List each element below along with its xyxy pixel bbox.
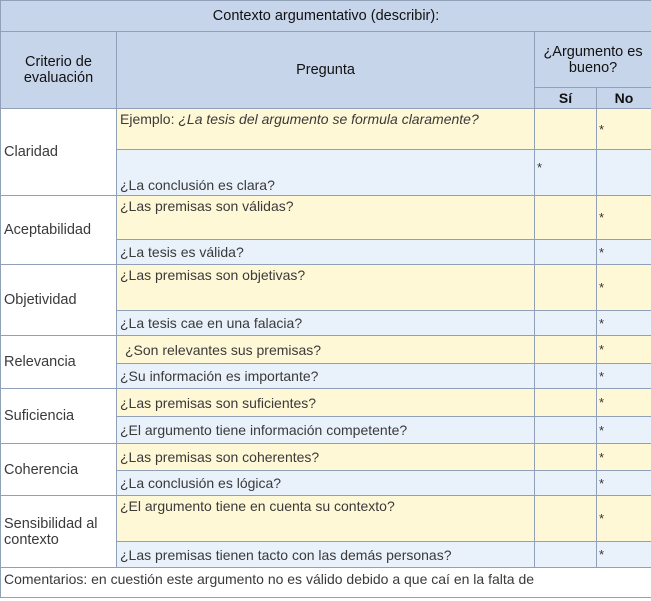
answer-yes[interactable]: [535, 444, 597, 471]
answer-no[interactable]: *: [597, 240, 651, 265]
question-text: ¿Las premisas son objetivas?: [117, 265, 535, 311]
answer-yes[interactable]: [535, 311, 597, 336]
answer-no[interactable]: *: [597, 444, 651, 471]
answer-no[interactable]: *: [597, 196, 651, 240]
example-question: [117, 109, 535, 150]
answer-yes[interactable]: [535, 336, 597, 364]
criterion-relevancia: Relevancia: [1, 336, 117, 389]
answer-yes[interactable]: [535, 196, 597, 240]
question-text: ¿Las premisas tienen tacto con las demás personas?: [117, 542, 535, 568]
answer-no[interactable]: *: [597, 336, 651, 364]
answer-yes[interactable]: [535, 542, 597, 568]
answer-no[interactable]: *: [597, 389, 651, 417]
criterion-sensibilidad-contexto: Sensibilidad al contexto: [1, 496, 117, 568]
answer-yes[interactable]: [535, 109, 597, 150]
answer-no[interactable]: *: [597, 311, 651, 336]
header-criterion: Criterio de evaluación: [1, 32, 117, 109]
answer-yes[interactable]: [535, 389, 597, 417]
answer-no[interactable]: *: [597, 417, 651, 444]
table-title: Contexto argumentativo (describir):: [1, 1, 651, 32]
answer-yes[interactable]: [535, 496, 597, 542]
answer-yes[interactable]: [535, 364, 597, 389]
question-text: ¿El argumento tiene en cuenta su contexto?: [117, 496, 535, 542]
answer-no[interactable]: *: [597, 109, 651, 150]
question-text: ¿La conclusión es lógica?: [117, 471, 535, 496]
answer-no[interactable]: *: [597, 364, 651, 389]
answer-no[interactable]: [597, 150, 651, 196]
answer-yes[interactable]: [535, 265, 597, 311]
answer-no[interactable]: *: [597, 496, 651, 542]
answer-no[interactable]: *: [597, 265, 651, 311]
answer-no[interactable]: *: [597, 542, 651, 568]
header-yes: Sí: [535, 88, 597, 109]
criterion-objetividad: Objetividad: [1, 265, 117, 336]
header-question: Pregunta: [117, 32, 535, 109]
criterion-aceptabilidad: Aceptabilidad: [1, 196, 117, 265]
question-text: ¿La tesis cae en una falacia?: [117, 311, 535, 336]
answer-yes[interactable]: [535, 417, 597, 444]
header-no: No: [597, 88, 651, 109]
answer-no[interactable]: *: [597, 471, 651, 496]
criterion-suficiencia: Suficiencia: [1, 389, 117, 444]
criterion-claridad: Claridad: [1, 109, 117, 196]
question-text: ¿Su información es importante?: [117, 364, 535, 389]
criterion-coherencia: Coherencia: [1, 444, 117, 496]
question-text: ¿La tesis es válida?: [117, 240, 535, 265]
header-good-argument: ¿Argumento es bueno?: [535, 32, 651, 88]
example-label: Ejemplo:: [120, 111, 179, 127]
answer-yes[interactable]: [535, 240, 597, 265]
question-text: ¿Las premisas son coherentes?: [117, 444, 535, 471]
example-text: ¿La tesis del argumento se formula claramente?: [178, 111, 479, 127]
question-text: ¿Las premisas son válidas?: [117, 196, 535, 240]
question-text: ¿Las premisas son suficientes?: [117, 389, 535, 417]
answer-yes[interactable]: [535, 471, 597, 496]
question-text: ¿La conclusión es clara?: [117, 150, 535, 196]
question-text: ¿El argumento tiene información competente?: [117, 417, 535, 444]
question-text: ¿Son relevantes sus premisas?: [117, 336, 535, 364]
answer-yes[interactable]: *: [535, 150, 597, 196]
comments-text: Comentarios: en cuestión este argumento no es válido debido a que caí en la falta de: [1, 568, 651, 598]
